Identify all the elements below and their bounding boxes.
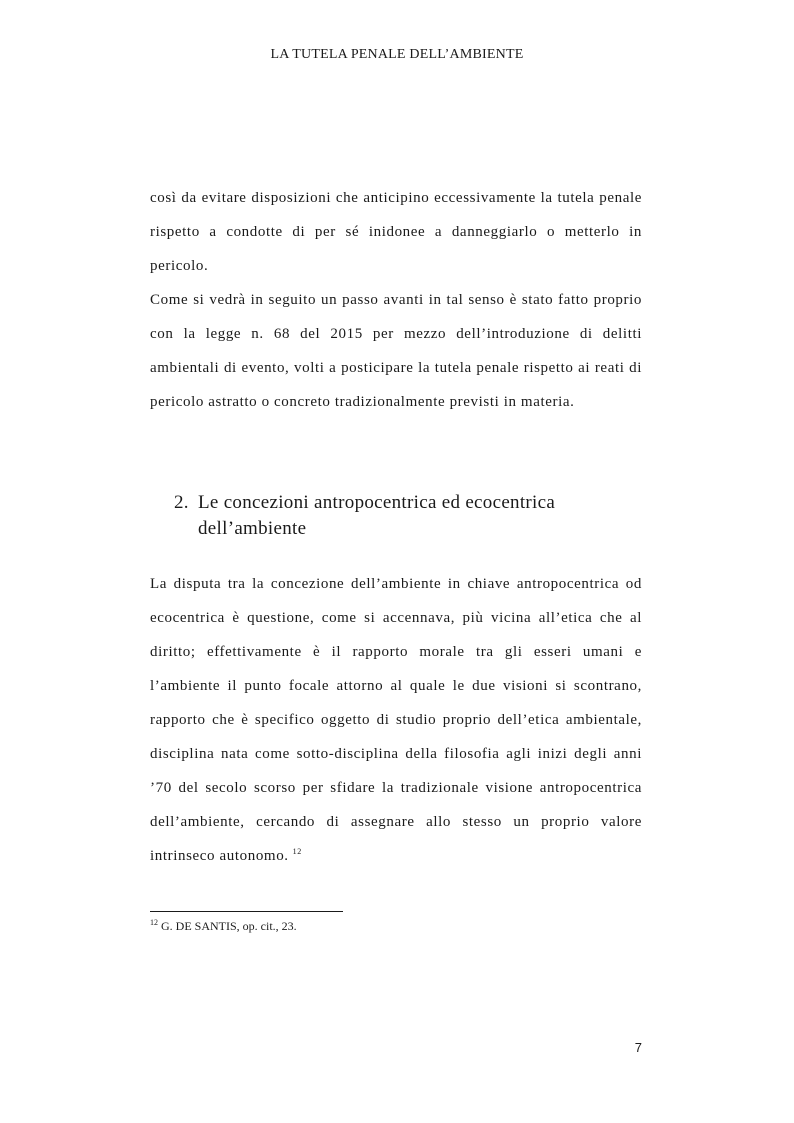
page-number: 7 [634, 1040, 642, 1055]
body-text-bottom [150, 567, 642, 873]
footnote [150, 919, 297, 934]
running-header: LA TUTELA PENALE DELL’AMBIENTE [270, 47, 524, 62]
section-title-line-2: dell’ambiente [198, 518, 307, 539]
paragraph: Come si vedrà in seguito un passo avanti in tal senso è stato fatto proprio con la legge n. 68 del 2015 per mezzo dell’introduzione di delitti ambientali di evento, volti a posticipare la tutela penale rispetto ai reati di pericolo astratto o concreto tradizionalmente previsti in materia. [150, 292, 642, 410]
paragraph-text: La disputa tra la concezione dell’ambiente in chiave antropocentrica od ecocentrica è questione, come si accennava, più vicina all’etica che al diritto; effettivamente è il rapporto morale tra gli esseri umani e l’ambiente il punto focale attorno al quale le due visioni si scontrano, rapporto che è specifico oggetto di studio proprio dell’etica ambientale, disciplina nata come sotto-disciplina della filosofia agli inizi degli anni ’70 del secolo scorso per sfidare la tradizionale visione antropocentrica dell’ambiente, cercando di assegnare allo stesso un proprio valore intrinseco autonomo. [150, 576, 642, 864]
paragraph: così da evitare disposizioni che anticipino eccessivamente la tutela penale rispetto a condotte di per sé inidonee a danneggiarlo o metterlo in pericolo. [150, 190, 642, 274]
section-number: 2. [174, 492, 189, 513]
section-heading [174, 490, 634, 542]
footnote-reference[interactable]: 12 [292, 847, 302, 856]
footnote-text: G. DE SANTIS, op. cit., 23. [161, 919, 297, 933]
paragraph [150, 567, 642, 873]
footnote-separator [150, 911, 343, 912]
section-title-line-1: Le concezioni antropocentrica ed ecocentrica [198, 492, 556, 513]
footnote-number: 12 [150, 918, 158, 927]
body-text-top [150, 181, 642, 419]
